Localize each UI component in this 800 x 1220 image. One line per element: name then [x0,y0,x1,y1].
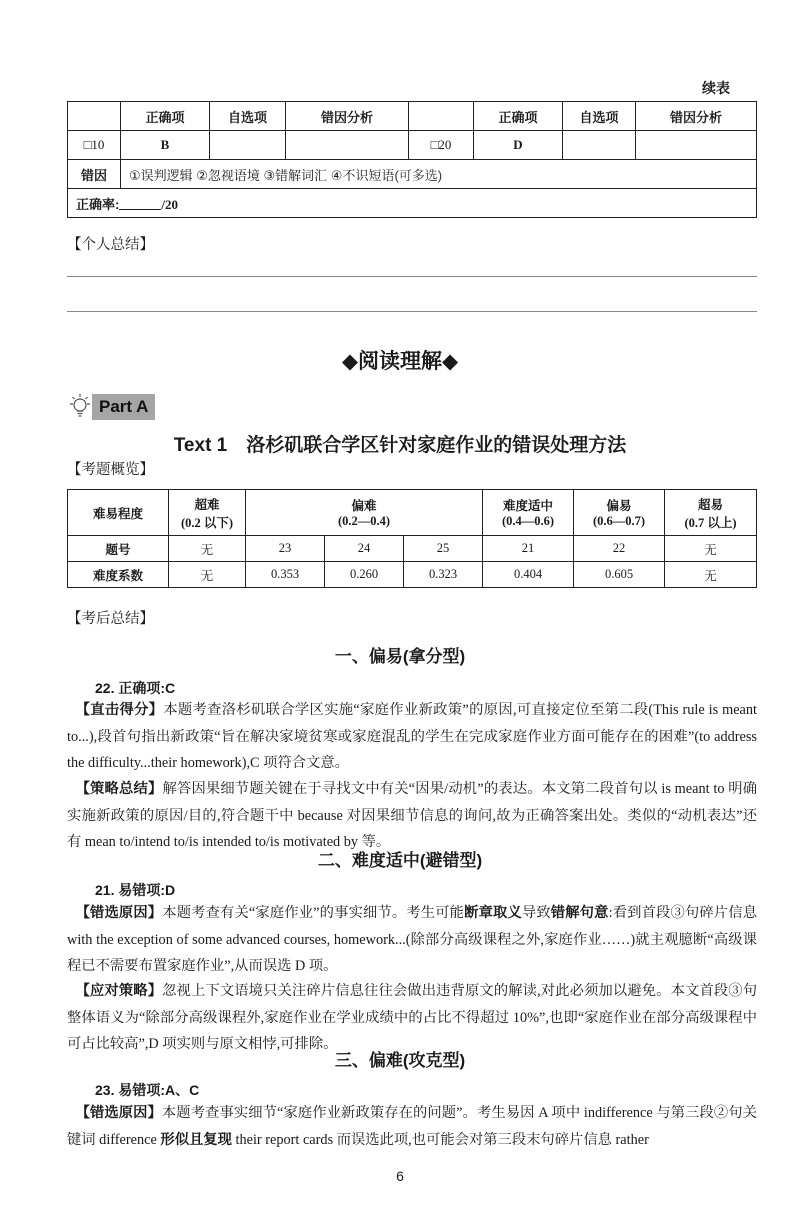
part-a-badge: Part A [92,394,155,420]
number-label: 题号 [68,536,169,562]
error-label: 错因 [68,160,121,189]
section-2-question: 21. 易错项:D [95,882,176,898]
accuracy-blank[interactable] [119,197,161,210]
summary-line-2[interactable] [67,311,757,312]
section-1-para-2: 【策略总结】解答因果细节题关键在于寻找文中有关“因果/动机”的表达。本文第二段首句以 is meant to 明确实施新政策的原因/目的,符合题干中 because 对因果细节信息的询问,故为正确答案出处。类似的“动机表达”还有 mean to/intend to/is intended to/is motivated by 等。 [67,781,758,850]
section-3-title: 三、偏难(攻克型) [334,1051,466,1070]
coef-cell: 0.605 [574,562,665,588]
analysis-10[interactable] [286,131,409,160]
section-3-question: 23. 易错项:A、C [95,1082,200,1098]
coef-label: 难度系数 [68,562,169,588]
section-title: ◆阅读理解◆ [341,350,459,373]
header-self-2: 自选项 [563,102,636,131]
overview-table [67,489,757,588]
self-answer-10[interactable] [210,131,286,160]
page-number: 6 [396,1168,404,1184]
lightbulb-icon [66,392,94,425]
level-very-easy: 超易 (0.7 以上) [665,490,757,536]
number-cell: 无 [665,536,757,562]
section-1-para-1: 【直击得分】本题考查洛杉矶联合学区实施“家庭作业新政策”的原因,可直接定位至第二段(This rule is meant to...),段首句指出新政策“旨在解决家境贫寒或家庭混乱的学生在完成家庭作业方面可能存在的困难”(to address the difficulty...their homework),C 项符合文意。 [67,702,758,771]
level-easy: 偏易 (0.6—0.7) [574,490,665,536]
number-cell: 22 [574,536,665,562]
number-cell: 24 [325,536,404,562]
section-1-title: 一、偏易(拿分型) [334,647,466,666]
summary-line-1[interactable] [67,276,757,277]
error-options: ①误判逻辑 ②忽视语境 ③错解词汇 ④不识短语(可多选) [121,160,757,189]
question-10: □10 [68,131,121,160]
coef-cell: 0.404 [483,562,574,588]
section-3-para-1: 【错选原因】本题考查事实细节“家庭作业新政策存在的问题”。考生易因 A 项中 indifference 与第三段②句关键词 difference 形似且复现 their report cards 而误选此项,也可能会对第三段末句碎片信息 rather [67,1105,757,1148]
difficulty-label: 难易程度 [68,490,169,536]
accuracy-row: 正确率: /20 [68,189,757,218]
text-title: Text 1 洛杉矶联合学区针对家庭作业的错误处理方法 [173,435,627,456]
coef-cell: 0.353 [246,562,325,588]
section-2-para-1: 【错选原因】本题考查有关“家庭作业”的事实细节。考生可能断章取义导致错解句意:看到首段③句碎片信息 with the exception of some advanced courses, homework...(除部分高级课程之外,家庭作业……)就主观臆断“高级课程已不需要布置家庭作业”,从而误选 D 项。 [67,905,757,974]
after-exam-label: 【考后总结】 [67,611,154,627]
coef-cell: 无 [665,562,757,588]
header-correct-2: 正确项 [474,102,563,131]
number-cell: 25 [404,536,483,562]
analysis-20[interactable] [636,131,757,160]
answer-table: 正确项 自选项 错因分析 正确项 自选项 错因分析 □10 B □20 D 错因 ①误判逻辑 ②忽视语境 ③错解词汇 ④不识短语(可多选) 正确率: /20 [67,101,757,218]
header-analysis-2: 错因分析 [636,102,757,131]
number-cell: 21 [483,536,574,562]
personal-summary-label: 【个人总结】 [67,237,154,253]
section-2-title: 二、难度适中(避错型) [317,851,483,870]
overview-label: 【考题概览】 [67,462,154,478]
answer-10: B [121,131,210,160]
coef-cell: 0.323 [404,562,483,588]
continued-table-label: 续表 [702,80,730,96]
level-medium: 难度适中 (0.4—0.6) [483,490,574,536]
coef-cell: 无 [169,562,246,588]
level-hard: 偏难 (0.2—0.4) [246,490,483,536]
self-answer-20[interactable] [563,131,636,160]
question-20: □20 [409,131,474,160]
answer-20: D [474,131,563,160]
section-1-question: 22. 正确项:C [95,680,176,696]
section-2-para-2: 【应对策略】忽视上下文语境只关注碎片信息往往会做出违背原文的解读,对此必须加以避免。本文首段③句整体语义为“除部分高级课程外,家庭作业在学业成绩中的占比不得超过 10%”,也即“家庭作业在部分高级课程中可占比较高”,D 项实则与原文相悖,可排除。 [67,983,758,1052]
coef-cell: 0.260 [325,562,404,588]
level-very-hard: 超难 (0.2 以下) [169,490,246,536]
number-cell: 23 [246,536,325,562]
number-cell: 无 [169,536,246,562]
